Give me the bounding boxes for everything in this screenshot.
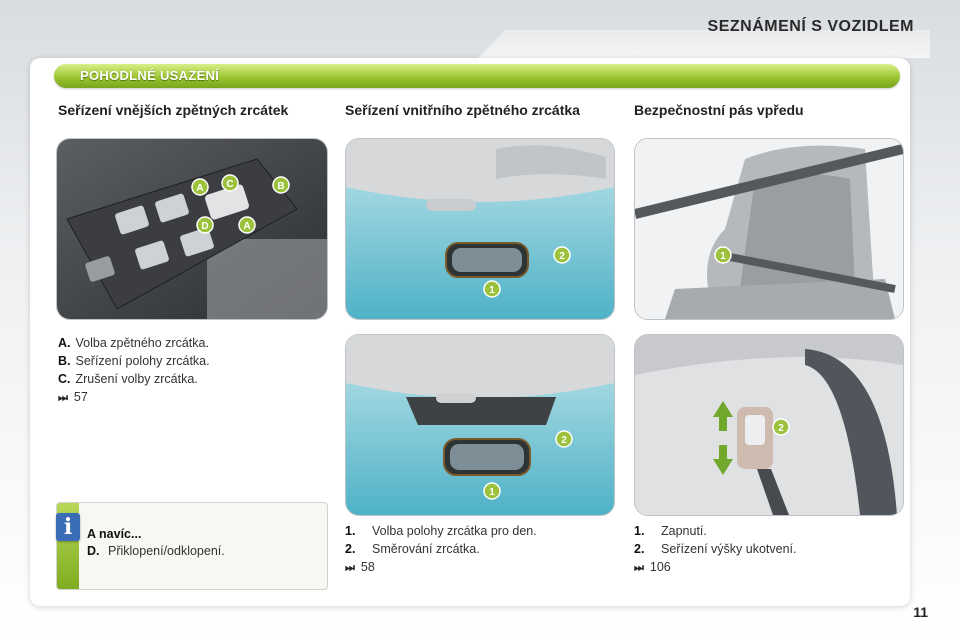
- page-reference[interactable]: ⏭ 57: [58, 388, 318, 407]
- photo-door-switches: [56, 138, 328, 320]
- svg-text:1: 1: [489, 285, 495, 296]
- photo-seat-belt: [634, 138, 904, 320]
- callout-b: [273, 177, 289, 193]
- info-icon: i: [56, 513, 80, 541]
- seat-belt-illustration: [635, 139, 903, 319]
- info-title: A navíc...: [87, 527, 142, 541]
- svg-text:A: A: [196, 183, 204, 194]
- legend-item-c: C. Zrušení volby zrcátka.: [58, 372, 198, 386]
- page-number: 11: [913, 604, 928, 620]
- section-band: [54, 64, 900, 88]
- callout-2-b: [556, 431, 572, 447]
- svg-text:2: 2: [561, 435, 567, 446]
- interior-mirror-illustration-1: [346, 139, 614, 319]
- legend-exterior: [58, 334, 318, 407]
- heading-seat-belt: Bezpečnostní pás vpředu: [634, 102, 804, 118]
- svg-text:B: B: [277, 181, 285, 192]
- callout-a-bottom: [239, 217, 255, 233]
- legend-item-1: 1. Zapnutí.: [634, 524, 707, 538]
- svg-text:C: C: [226, 179, 234, 190]
- heading-exterior-mirrors: Seřízení vnějších zpětných zrcátek: [58, 102, 289, 118]
- heading-interior-mirror: Seřízení vnitřního zpětného zrcátka: [345, 102, 580, 118]
- page-reference[interactable]: ⏭ 106: [634, 558, 894, 577]
- callout-seat-1: [715, 247, 731, 263]
- svg-text:2: 2: [778, 423, 784, 434]
- legend-interior: [345, 522, 605, 577]
- svg-text:1: 1: [720, 251, 726, 262]
- section-title: POHODLNÉ USAZENÍ: [80, 68, 220, 83]
- callout-d: [197, 217, 213, 233]
- svg-text:1: 1: [489, 487, 495, 498]
- photo-interior-mirror-day: [345, 138, 615, 320]
- svg-text:2: 2: [559, 251, 565, 262]
- photo-interior-mirror-direction: [345, 334, 615, 516]
- callout-1-b: [484, 483, 500, 499]
- callout-1: [484, 281, 500, 297]
- legend-item-2: 2. Směrování zrcátka.: [345, 542, 480, 556]
- page-title: SEZNÁMENÍ S VOZIDLEM: [707, 18, 914, 35]
- photo-belt-height: [634, 334, 904, 516]
- legend-seat-belt: [634, 522, 894, 577]
- svg-text:A: A: [243, 221, 251, 232]
- legend-item-b: B. Seřízení polohy zrcátka.: [58, 354, 210, 368]
- info-box: [56, 502, 328, 590]
- legend-item-1: 1. Volba polohy zrcátka pro den.: [345, 524, 537, 538]
- belt-height-illustration: [635, 335, 903, 515]
- info-item-d: D. Přiklopení/odklopení.: [87, 544, 225, 558]
- page-ref-icon: ⏭: [345, 562, 355, 574]
- page-ref-icon: ⏭: [58, 392, 68, 404]
- callout-a-top: [192, 179, 208, 195]
- page-ref-icon: ⏭: [634, 562, 644, 574]
- legend-item-2: 2. Seřízení výšky ukotvení.: [634, 542, 797, 556]
- legend-item-a: A. Volba zpětného zrcátka.: [58, 336, 209, 350]
- callout-belt-2: [773, 419, 789, 435]
- callout-c: [222, 175, 238, 191]
- door-switch-illustration: [57, 139, 327, 319]
- page-reference[interactable]: ⏭ 58: [345, 558, 605, 577]
- interior-mirror-illustration-2: [346, 335, 614, 515]
- svg-text:D: D: [201, 221, 209, 232]
- callout-2: [554, 247, 570, 263]
